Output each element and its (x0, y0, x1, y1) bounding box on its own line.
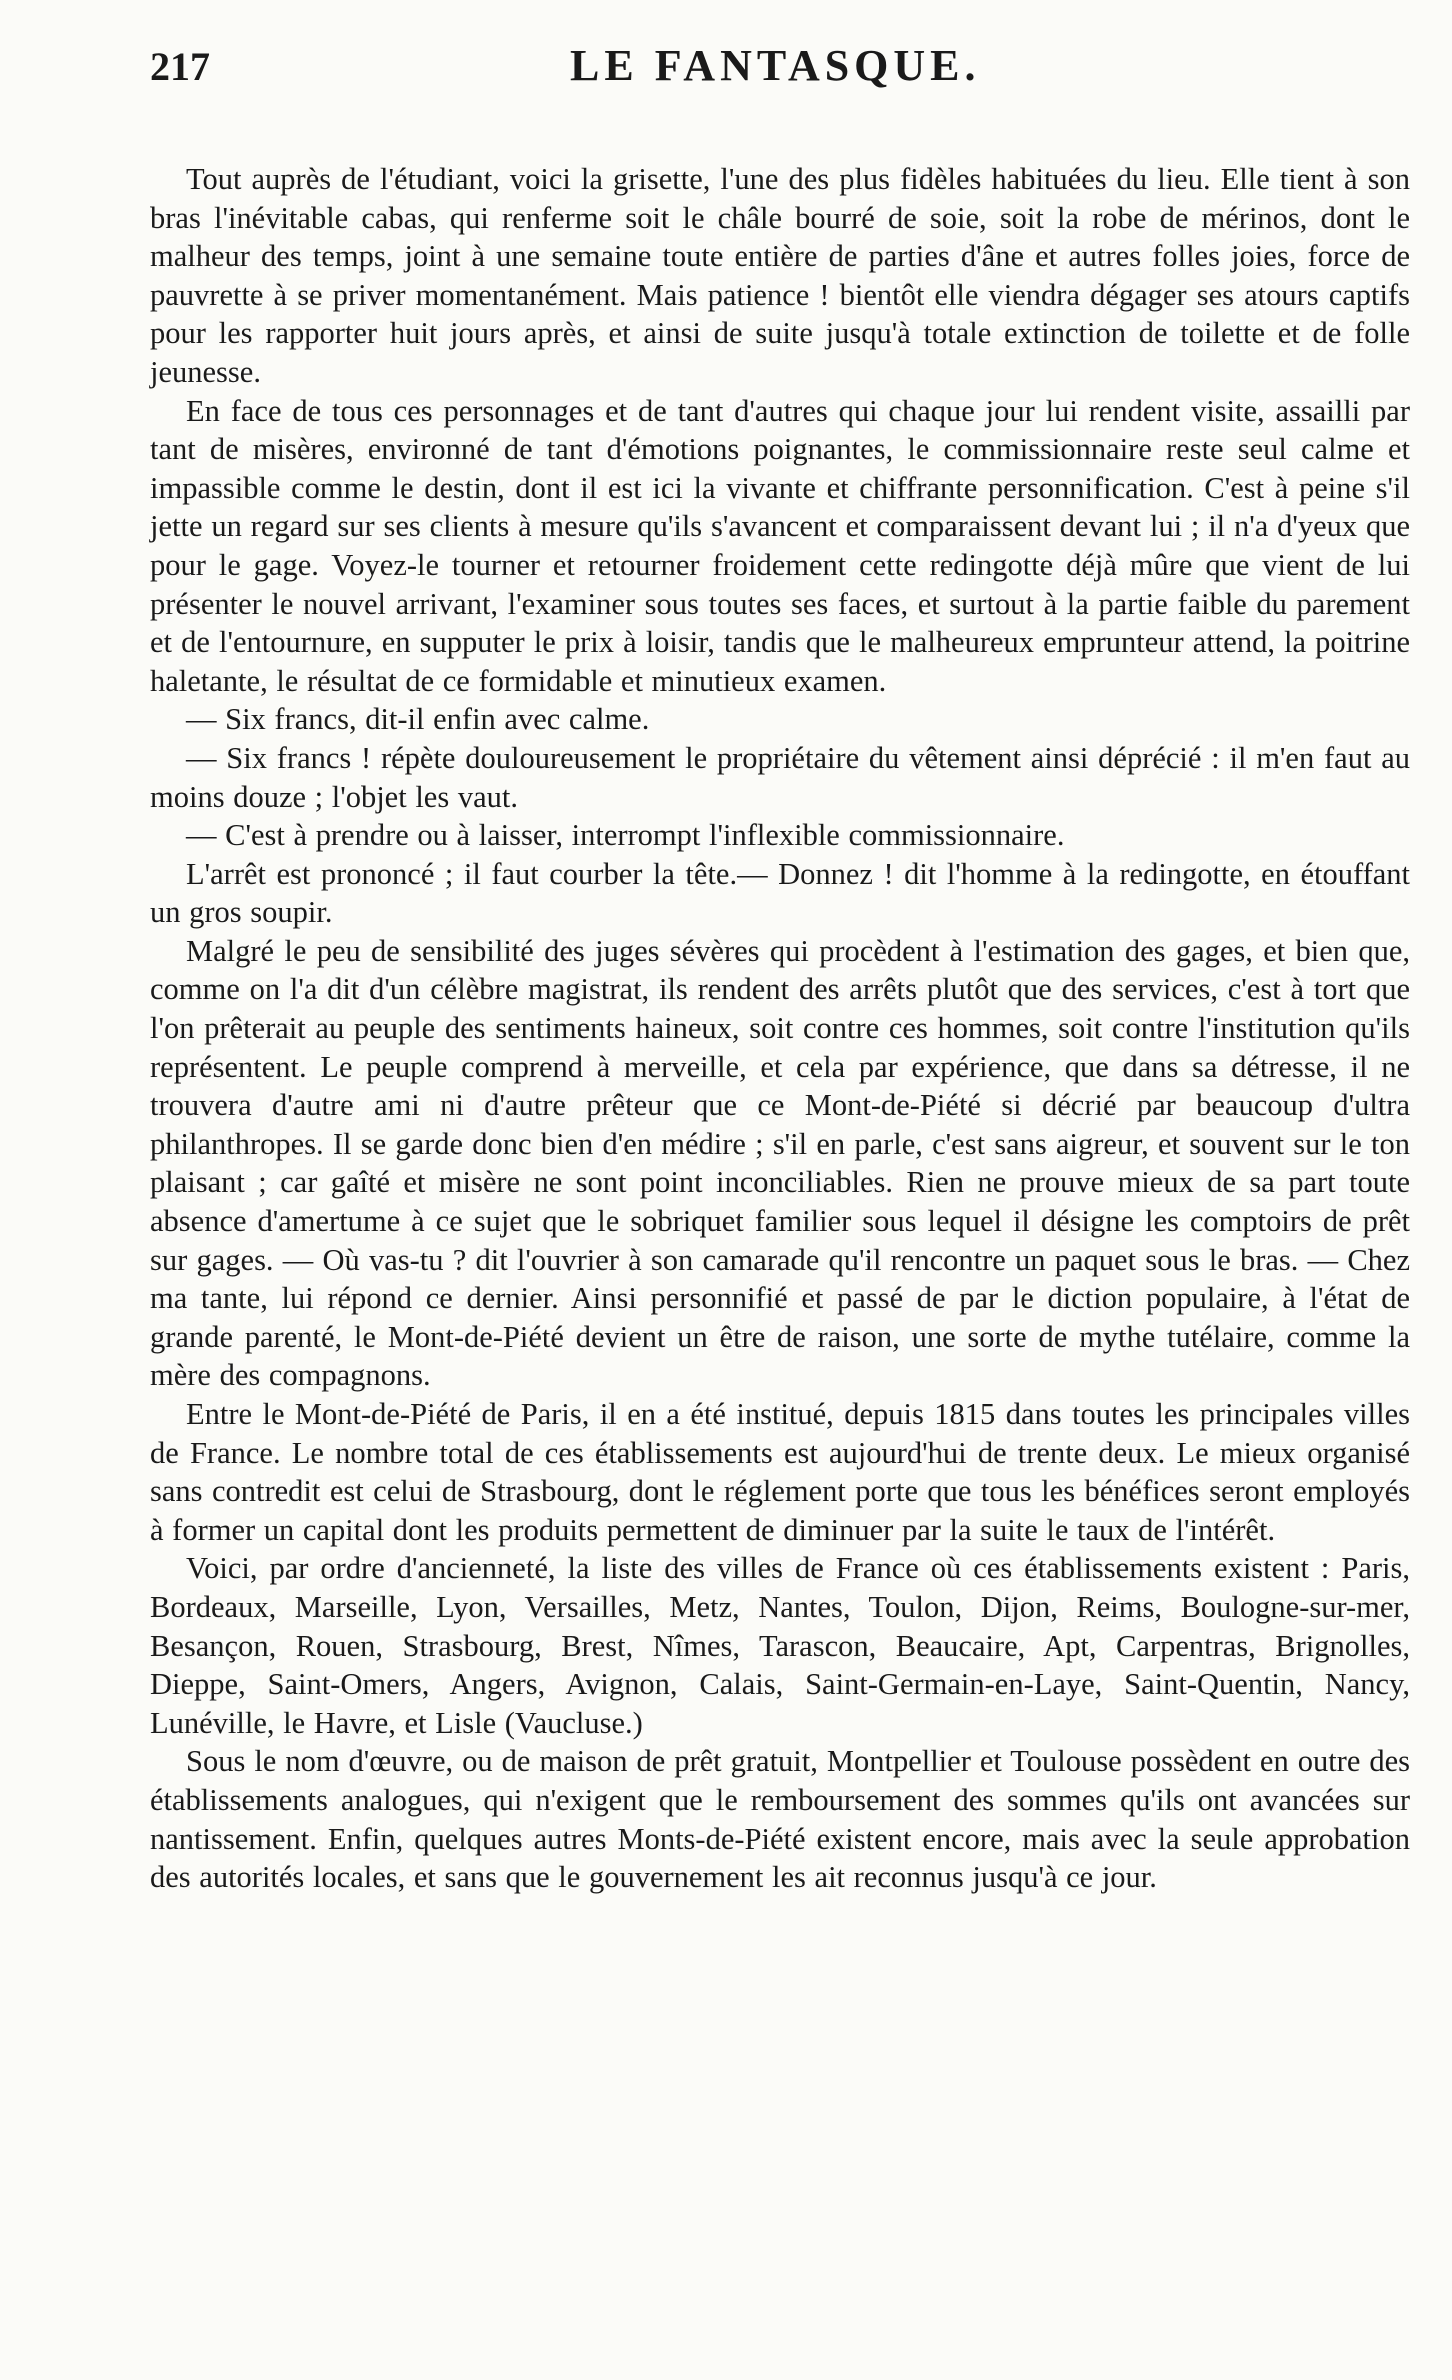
paragraph-voici-liste: Voici, par ordre d'ancienneté, la liste des villes de France où ces établissements existent : Paris, Bordeaux, Marseille, Lyon, Versailles, Metz, Nantes, Toulon, Dijon, Reims, Boulogne-sur-mer, Besançon, Rouen, Strasbourg, Brest, Nîmes, Tarascon, Beaucaire, Apt, Carpentras, Brignolles, Dieppe, Saint-Omers, Angers, Avignon, Calais, Saint-Germain-en-Laye, Saint-Quentin, Nancy, Lunéville, le Havre, et Lisle (Vaucluse.) (150, 1551, 1410, 1740)
dialogue-line: — Six francs, dit-il enfin avec calme. (186, 702, 650, 737)
paragraph-grisette: Tout auprès de l'étudiant, voici la grisette, l'une des plus fidèles habituées du lieu. Elle tient à son bras l'inévitable cabas, qui renferme soit le châle bourré de soie, soit la robe de mérinos, dont le malheur des temps, joint à une semaine toute entière de parties d'âne et autres folles joies, force de pauvrette à se priver momentanément. Mais patience ! bientôt elle viendra dégager ses atours captifs pour les rapporter huit jours après, et ainsi de suite jusqu'à totale extinction de toilette et de folle jeunesse. (150, 162, 1410, 389)
page-header (150, 40, 1410, 100)
dialogue-line: — Six francs ! répète douloureusement le propriétaire du vêtement ainsi déprécié : il m'en faut au moins douze ; l'objet les vaut. (150, 740, 1410, 814)
paragraph-malgre: Malgré le peu de sensibilité des juges sévères qui procèdent à l'estimation des gages, et bien que, comme on l'a dit d'un célèbre magistrat, ils rendent des arrêts plutôt que des services, c'est à tort que l'on prêterait au peuple des sentiments haineux, soit contre ces hommes, soit contre l'institution qu'ils représentent. Le peuple comprend à merveille, et cela par expérience, que dans sa détresse, il ne trouvera d'autre ami ni d'autre prêteur que ce Mont-de-Piété si décrié par beaucoup d'ultra philanthropes. Il se garde donc bien d'en médire ; s'il en parle, c'est sans aigreur, et souvent sur le ton plaisant ; car gaîté et misère ne sont point inconciliables. Rien ne prouve mieux de sa part toute absence d'amertume à ce sujet que le sobriquet familier sous lequel il désigne les comptoirs de prêt sur gages. — Où vas-tu ? dit l'ouvrier à son camarade qu'il rencontre un paquet sous le bras. — Chez ma tante, lui répond ce dernier. Ainsi personnifié et passé de par le diction populaire, à l'état de grande parenté, le Mont-de-Piété devient un être de raison, une sorte de mythe tutélaire, comme la mère des compagnons. (150, 933, 1410, 1393)
paragraph-entre: Entre le Mont-de-Piété de Paris, il en a été institué, depuis 1815 dans toutes les principales villes de France. Le nombre total de ces établissements est aujourd'hui de trente deux. Le mieux organisé sans contredit est celui de Strasbourg, dont le réglement porte que tous les bénéfices seront employés à former un capital dont les produits permettent de diminuer par la suite le taux de l'intérêt. (150, 1397, 1410, 1547)
dialogue-line: — C'est à prendre ou à laisser, interrompt l'inflexible commissionnaire. (186, 818, 1065, 853)
article-body (150, 160, 1410, 1897)
paragraph-arret: L'arrêt est prononcé ; il faut courber la tête.— Donnez ! dit l'homme à la redingotte, en étouffant un gros soupir. (150, 856, 1410, 930)
page-number: 217 (150, 44, 210, 89)
paragraph-commissionnaire: En face de tous ces personnages et de tant d'autres qui chaque jour lui rendent visite, assailli par tant de misères, environné de tant d'émotions poignantes, le commissionnaire reste seul calme et impassible comme le destin, dont il est ici la vivante et chiffrante personnification. C'est à peine s'il jette un regard sur ses clients à mesure qu'ils s'avancent et comparaissent devant lui ; il n'a d'yeux que pour le gage. Voyez-le tourner et retourner froidement cette redingotte déjà mûre que vient de lui présenter le nouvel arrivant, l'examiner sous toutes ses faces, et surtout à la partie faible du parement et de l'entournure, en supputer le prix à loisir, tandis que le malheureux emprunteur attend, la poitrine haletante, le résultat de ce formidable et minutieux examen. (150, 393, 1410, 698)
paragraph-sous-le-nom: Sous le nom d'œuvre, ou de maison de prêt gratuit, Montpellier et Toulouse possèdent en outre des établissements analogues, qui n'exigent que le remboursement des sommes qu'ils ont avancées sur nantissement. Enfin, quelques autres Monts-de-Piété existent encore, mais avec la seule approbation des autorités locales, et sans que le gouvernement les ait reconnus jusqu'à ce jour. (150, 1744, 1410, 1895)
running-title: LE FANTASQUE. (570, 41, 981, 90)
